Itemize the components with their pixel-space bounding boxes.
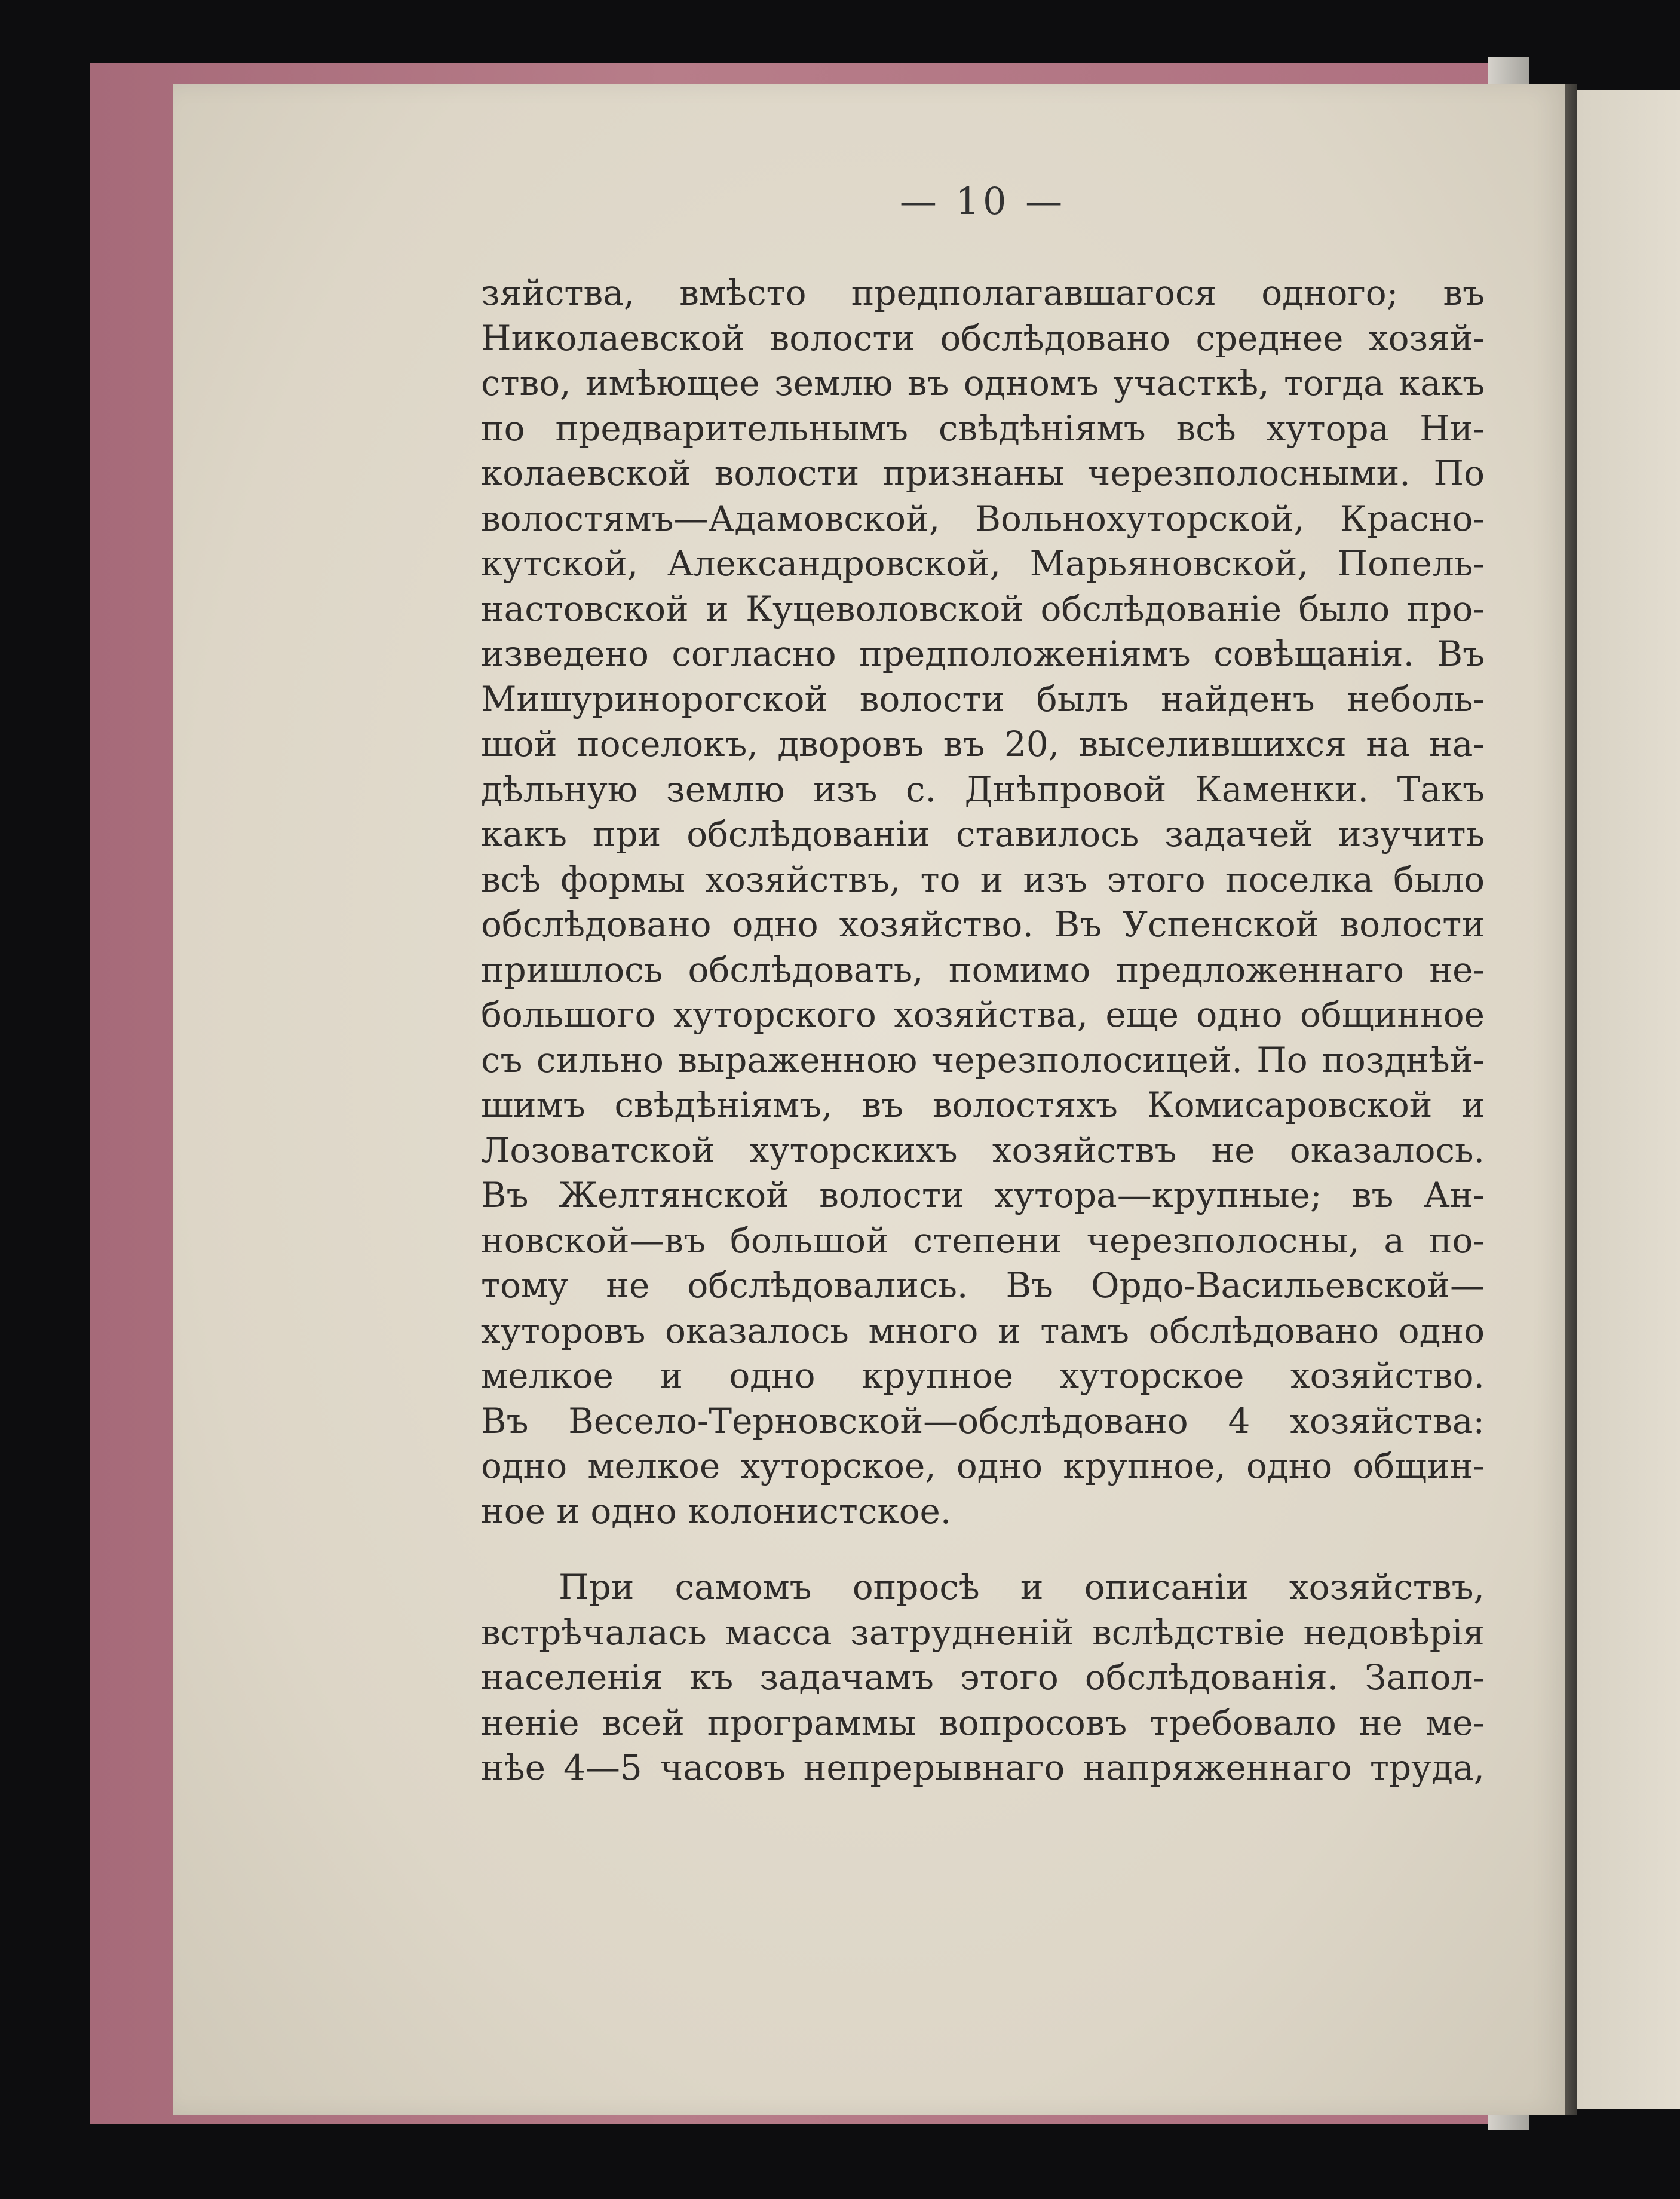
- text-line: нѣе 4—5 часовъ непрерывнаго напряженнаго труда,: [481, 1747, 1485, 1788]
- text-line: обслѣдовано одно хозяйство. Въ Успенской волости: [481, 904, 1485, 945]
- text-line: Лозоватской хуторскихъ хозяйствъ не оказалось.: [481, 1129, 1485, 1171]
- text-line: большого хуторского хозяйства, еще одно общинное: [481, 994, 1485, 1035]
- text-line: зяйства, вмѣсто предполагавшагося одного; въ: [481, 272, 1485, 313]
- text-line: кутской, Александровской, Марьяновской, Попель-: [481, 543, 1485, 584]
- text-line: дѣльную землю изъ с. Днѣпровой Каменки. Такъ: [481, 768, 1485, 810]
- text-line: колаевской волости признаны черезполосными. По: [481, 453, 1485, 494]
- text-line: по предварительнымъ свѣдѣніямъ всѣ хутора Ни-: [481, 408, 1485, 449]
- text-line: хуторовъ оказалось много и тамъ обслѣдовано одно: [481, 1310, 1485, 1351]
- text-line: ное и одно колонистское.: [481, 1490, 952, 1532]
- text-line: настовской и Куцеволовской обслѣдованіе было про-: [481, 588, 1485, 629]
- text-line: шой поселокъ, дворовъ въ 20, выселившихся на на-: [481, 724, 1485, 764]
- page-number: — 10 —: [899, 179, 1066, 223]
- text-line: встрѣчалась масса затрудненій вслѣдствіе недовѣрія: [481, 1612, 1485, 1653]
- facing-page-edge: [1577, 90, 1680, 2109]
- text-line: тому не обслѣдовались. Въ Ордо-Васильевской—: [481, 1265, 1485, 1306]
- text-line: мелкое и одно крупное хуторское хозяйство.: [481, 1355, 1485, 1396]
- text-line: ство, имѣющее землю въ одномъ участкѣ, тогда какъ: [481, 363, 1485, 403]
- paragraph-2: [481, 1565, 1485, 1791]
- text-line: пришлось обслѣдовать, помимо предложеннаго не-: [481, 949, 1485, 990]
- text-line: Николаевской волости обслѣдовано среднее хозяй-: [481, 317, 1485, 359]
- text-line: одно мелкое хуторское, одно крупное, одно общин-: [481, 1445, 1485, 1486]
- text-line: Въ Весело-Терновской—обслѣдовано 4 хозяйства:: [481, 1400, 1485, 1441]
- text-line: При самомъ опросѣ и описаніи хозяйствъ,: [559, 1567, 1485, 1607]
- paragraph-1: [481, 271, 1485, 1534]
- text-line: съ сильно выраженною черезполосицей. По позднѣй-: [481, 1039, 1485, 1080]
- text-line: Въ Желтянской волости хутора—крупные; въ Ан-: [481, 1175, 1485, 1215]
- page-text: [481, 179, 1485, 1791]
- text-line: населенія къ задачамъ этого обслѣдованія. Запол-: [481, 1657, 1485, 1698]
- text-line: новской—въ большой степени черезполосны, а по-: [481, 1220, 1485, 1261]
- text-line: Мишуринорогской волости былъ найденъ неболь-: [481, 678, 1485, 719]
- text-line: какъ при обслѣдованіи ставилось задачей изучить: [481, 814, 1485, 855]
- text-line: волостямъ—Адамовской, Вольнохуторской, Красно-: [481, 498, 1485, 539]
- text-line: шимъ свѣдѣніямъ, въ волостяхъ Комисаровской и: [481, 1085, 1485, 1125]
- text-line: неніе всей программы вопросовъ требовало не ме-: [481, 1702, 1485, 1743]
- text-line: изведено согласно предположеніямъ совѣщанія. Въ: [481, 633, 1485, 674]
- text-line: всѣ формы хозяйствъ, то и изъ этого поселка было: [481, 859, 1485, 900]
